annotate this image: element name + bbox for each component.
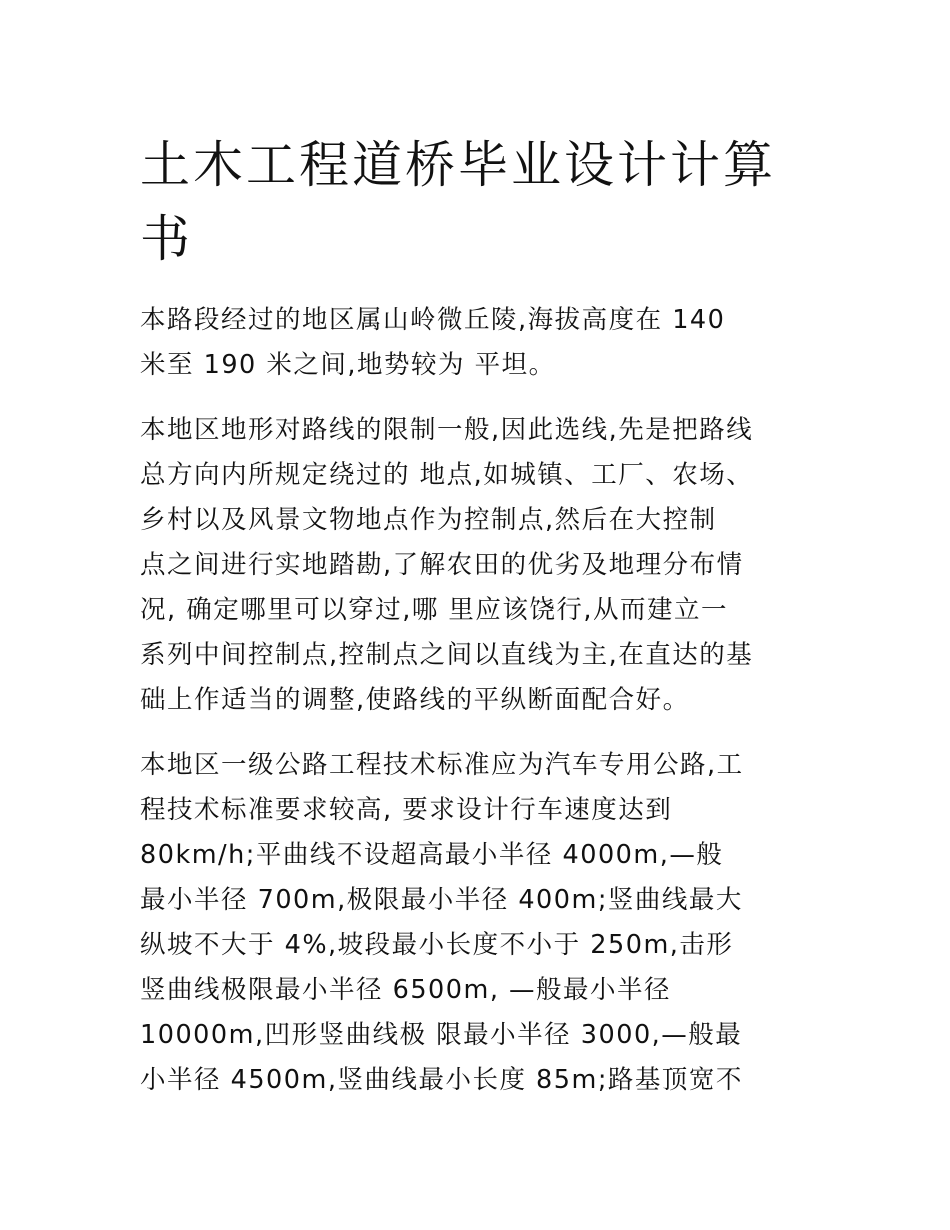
text-line: 10000m,凹形竖曲线极 限最小半径 3000,—般最 [140,1020,743,1050]
text-line: 况, 确定哪里可以穿过,哪 里应该饶行,从而建立一 [140,595,729,625]
text-line: 本路段经过的地区属山岭微丘陵,海拔高度在 140 [140,305,726,335]
paragraph-route-selection [140,408,820,723]
text-line: 米至 190 米之间,地势较为 平坦。 [140,350,556,380]
title-line: 书 [140,210,193,268]
text-line: 乡村以及风景文物地点作为控制点,然后在大控制 [140,505,717,535]
text-line: 点之间进行实地踏勘,了解农田的优劣及地理分布情 [140,550,744,580]
text-line: 80km/h;平曲线不设超高最小半径 4000m,—般 [140,840,724,870]
document-title [140,128,800,276]
paragraph-terrain [140,298,820,388]
text-line: 纵坡不大于 4%,坡段最小长度不小于 250m,击形 [140,930,734,960]
text-line: 程技术标准要求较高, 要求设计行车速度达到 [140,795,673,825]
text-line: 小半径 4500m,竖曲线最小长度 85m;路基顶宽不 [140,1065,743,1095]
text-line: 总方向内所规定绕过的 地点,如城镇、工厂、农场、 [140,460,754,490]
paragraph-technical-standards [140,743,820,1103]
text-line: 础上作适当的调整,使路线的平纵断面配合好。 [140,685,690,715]
text-line: 最小半径 700m,极限最小半径 400m;竖曲线最大 [140,885,743,915]
text-line: 系列中间控制点,控制点之间以直线为主,在直达的基 [140,640,754,670]
text-line: 本地区地形对路线的限制一般,因此选线,先是把路线 [140,415,754,445]
document-page [140,128,820,1123]
text-line: 竖曲线极限最小半径 6500m, —般最小半径 [140,975,672,1005]
text-line: 本地区一级公路工程技术标准应为汽车专用公路,工 [140,750,744,780]
title-line: 土木工程道桥毕业设计计算 [140,136,776,194]
